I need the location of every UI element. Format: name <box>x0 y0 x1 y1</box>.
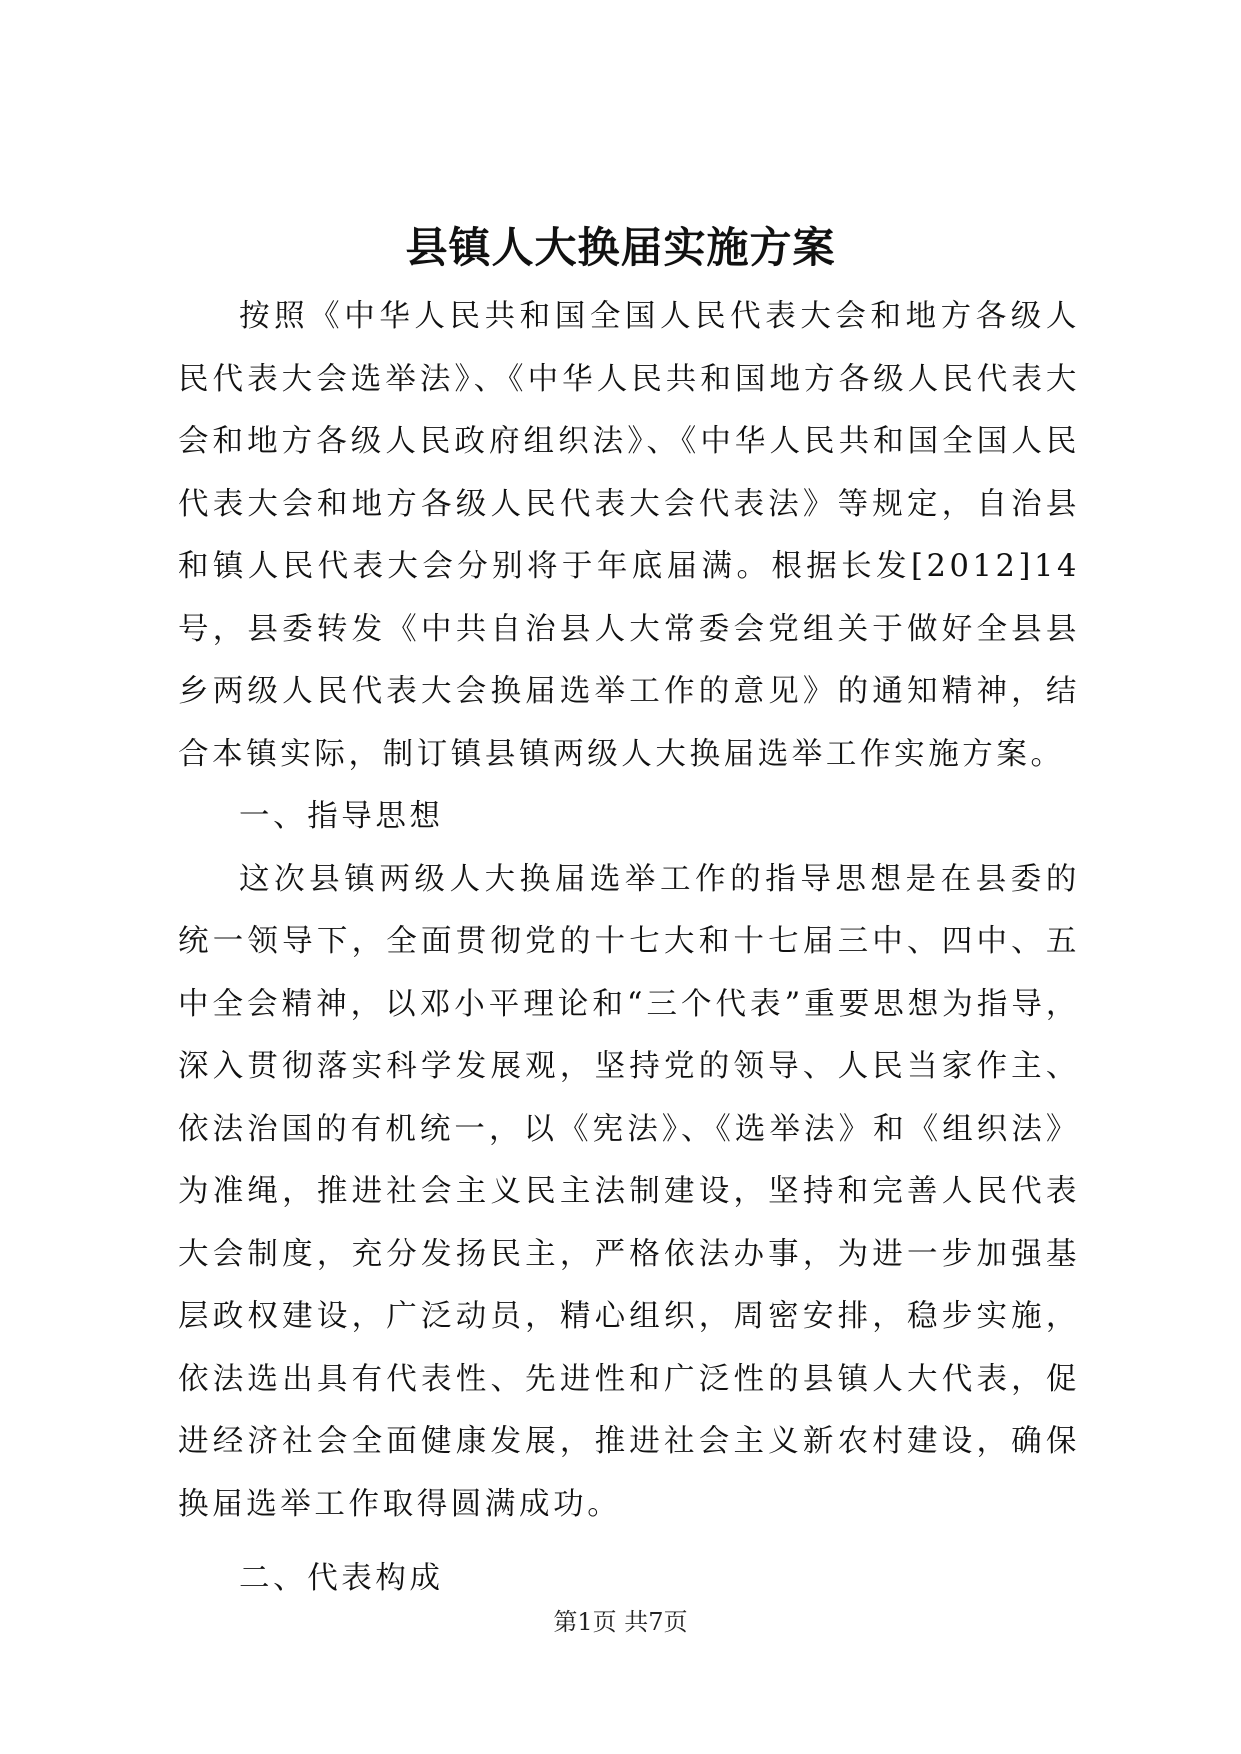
section-heading-representative-composition: 二、代表构成 <box>239 1561 444 1596</box>
guiding-ideology-paragraph: 这次县镇两级人大换届选举工作的指导思想是在县委的统一领导下，全面贯彻党的十七大和十七届三中、四中、五中全会精神，以邓小平理论和“三个代表”重要思想为指导，深入贯彻落实科学发展观，坚持党的领导、人民当家作主、依法治国的有机统一，以《宪法》、《选举法》和《组织法》为准绳，推进社会主义民主法制建设，坚持和完善人民代表大会制度，充分发扬民主，严格依法办事，为进一步加强基层政权建设，广泛动员，精心组织，周密安排，稳步实施，依法选出具有代表性、先进性和广泛性的县镇人大代表，促进经济社会全面健康发展，推进社会主义新农村建设，确保换届选举工作取得圆满成功。 <box>178 861 1080 1522</box>
document-title: 县镇人大换届实施方案 <box>405 223 836 272</box>
page-footer: 第1页 共7页 <box>553 1608 688 1636</box>
intro-paragraph: 按照《中华人民共和国全国人民代表大会和地方各级人民代表大会选举法》、《中华人民共和国地方各级人民代表大会和地方各级人民政府组织法》、《中华人民共和国全国人民代表大会和地方各级人民代表大会代表法》等规定，自治县和镇人民代表大会分别将于年底届满。根据长发[2012]14号，县委转发《中共自治县人大常委会党组关于做好全县县乡两级人民代表大会换届选举工作的意见》的通知精神，结合本镇实际，制订镇县镇两级人大换届选举工作实施方案。 <box>178 299 1080 772</box>
section-heading-guiding-ideology: 一、指导思想 <box>239 799 444 834</box>
document-body <box>178 286 1080 1611</box>
